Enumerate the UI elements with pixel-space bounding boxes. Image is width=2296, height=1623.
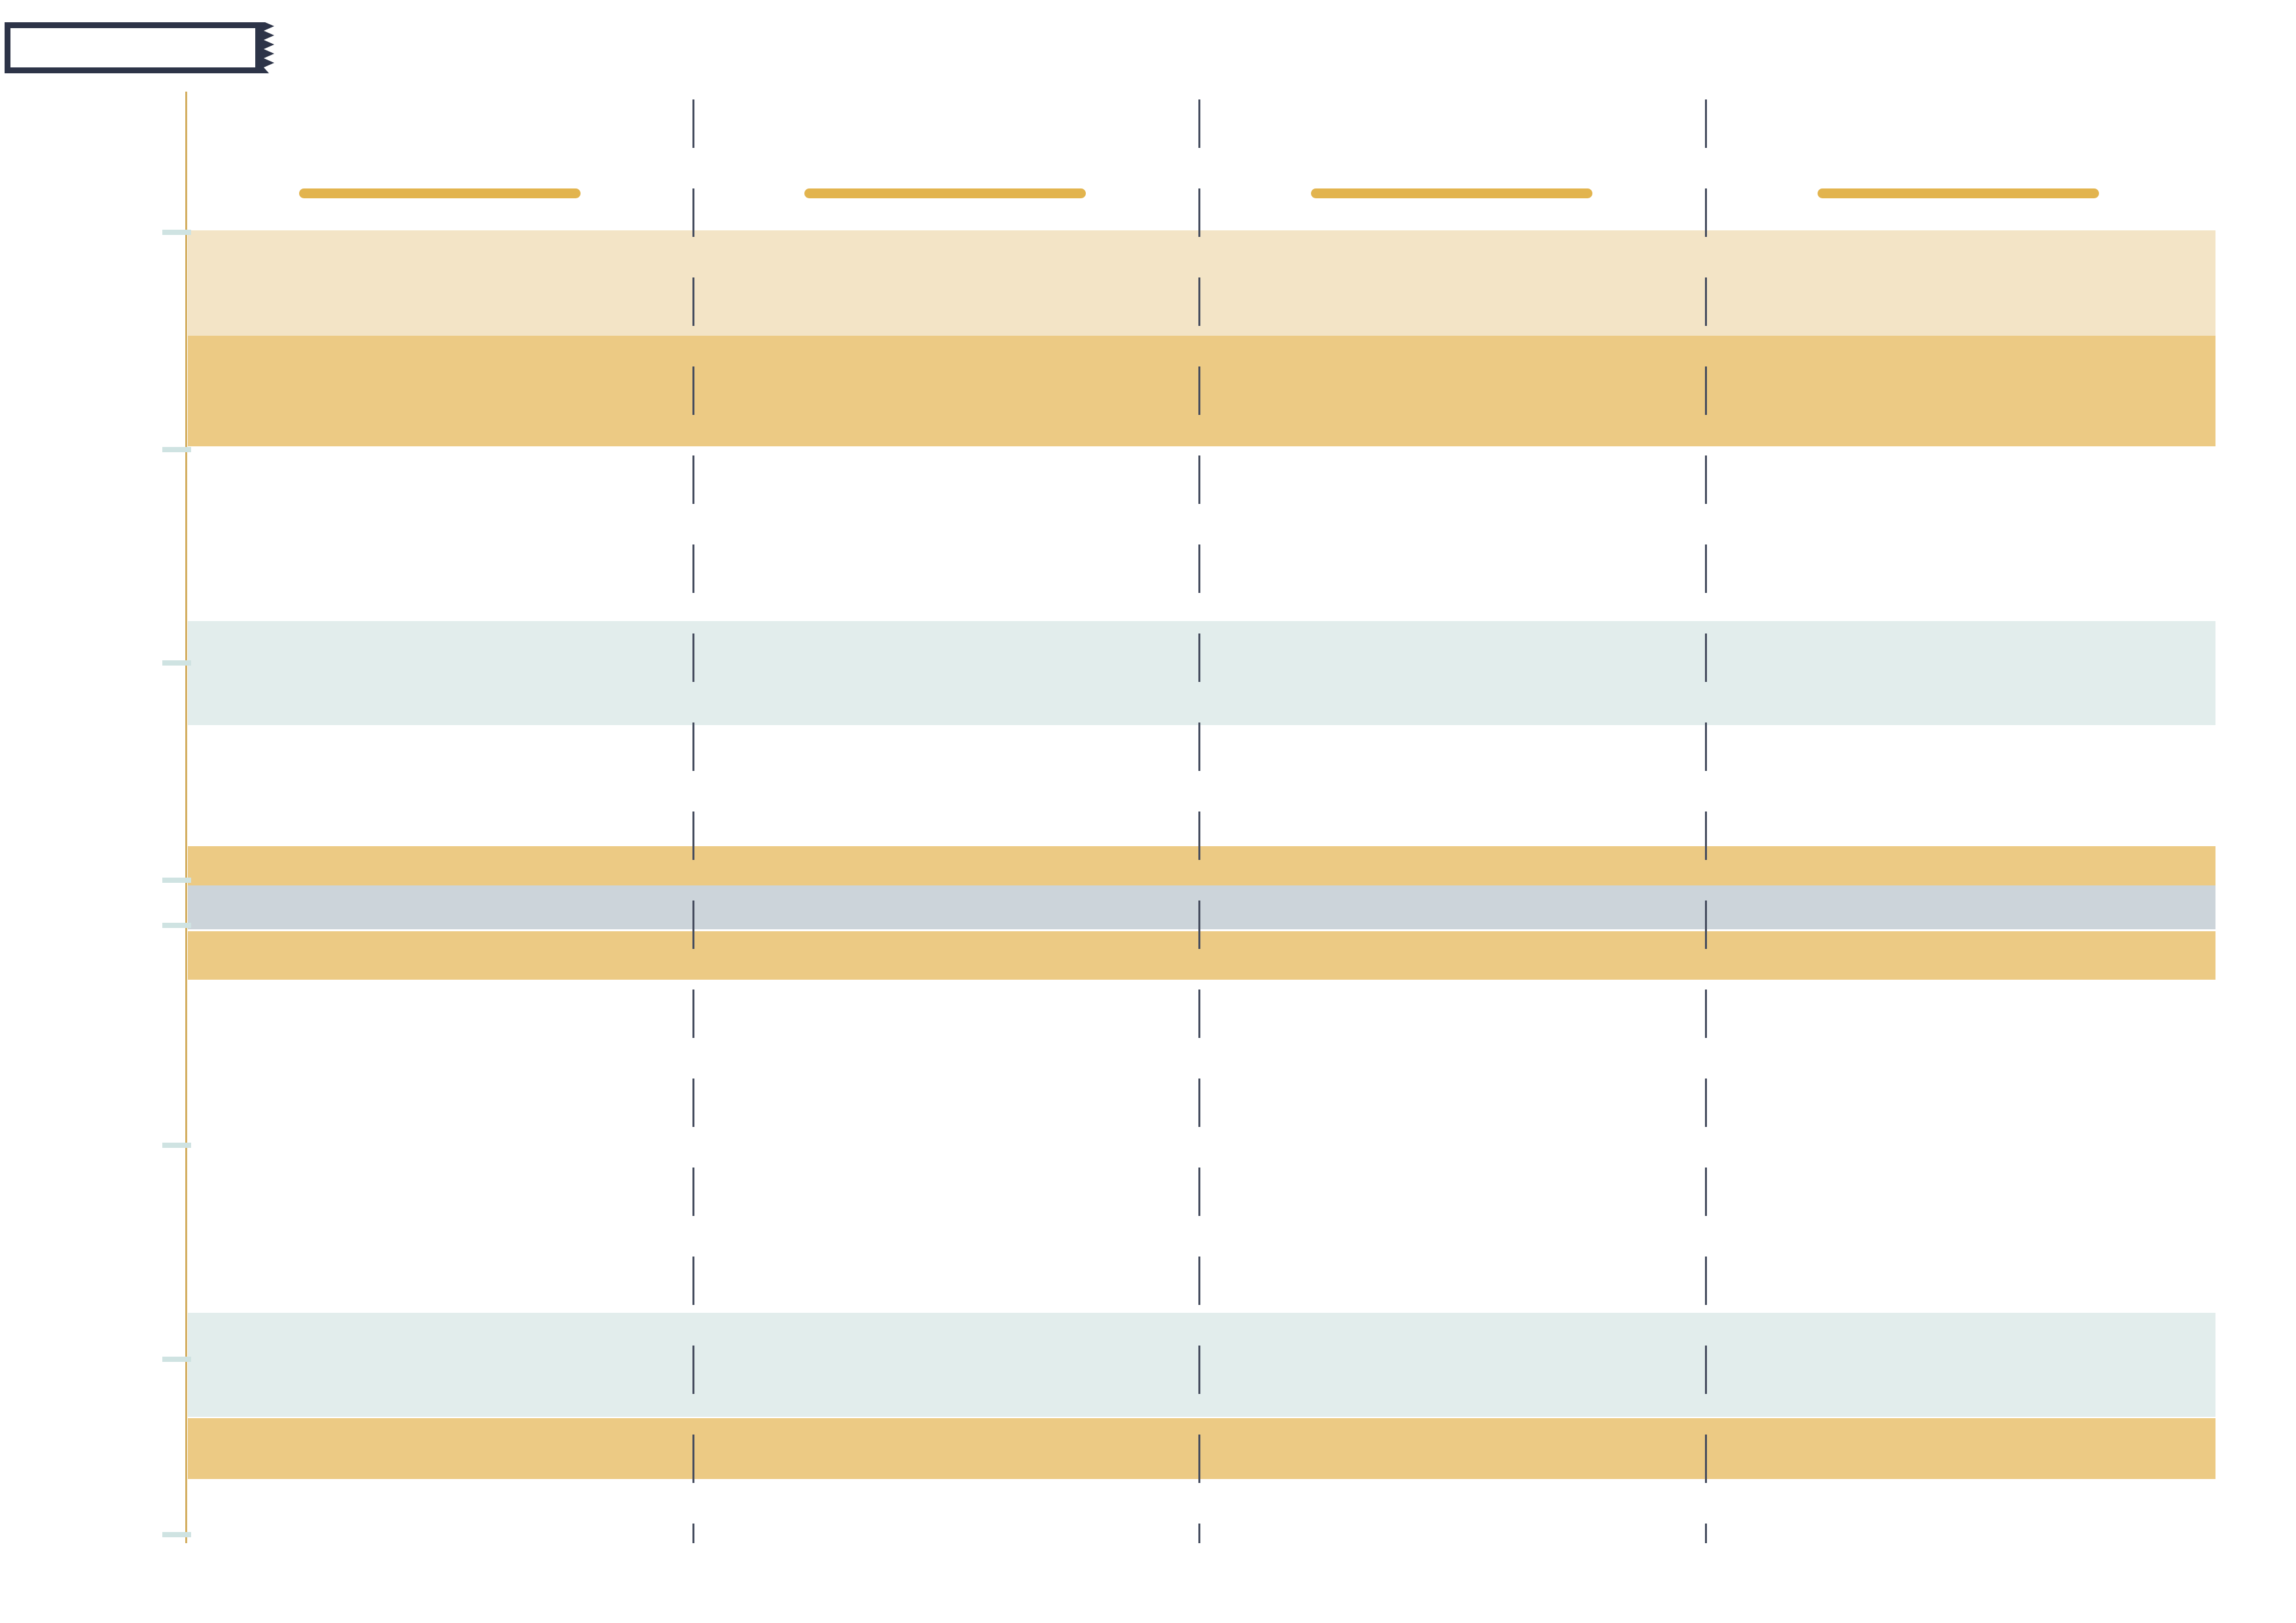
day-header-underline	[299, 188, 581, 198]
day-header-jeudi	[1242, 98, 1661, 190]
schedule-block-pause-dejeuner	[188, 885, 2215, 929]
day-header-underline	[1818, 188, 2099, 198]
schedule-block-accueil	[188, 230, 2215, 336]
day-header-lundi	[230, 98, 649, 190]
triangle-pattern-bottom	[0, 1539, 2296, 1623]
schedule-block-cantine	[188, 846, 2215, 885]
schedule-block-recreation-matin	[188, 621, 2215, 725]
schedule-left-border	[185, 92, 187, 1543]
day-header-underline	[1311, 188, 1592, 198]
time-tick	[162, 1143, 191, 1148]
time-tick	[162, 447, 191, 452]
schedule-block-retour-repas	[188, 931, 2215, 980]
column-separator	[1705, 99, 1707, 1543]
day-header-underline	[804, 188, 1086, 198]
semaine-banner	[5, 22, 274, 73]
semaine-banner-inner	[10, 28, 255, 67]
time-tick	[162, 660, 191, 666]
time-tick	[162, 1532, 191, 1537]
time-tick	[162, 923, 191, 928]
schedule-block-recreation-apresmidi	[188, 1313, 2215, 1417]
day-header-mardi	[736, 98, 1155, 190]
column-separator	[692, 99, 694, 1543]
column-separator	[1198, 99, 1200, 1543]
schedule-block-rituel-matin	[188, 336, 2215, 446]
recreation-subtext	[188, 632, 2215, 642]
triangle-pattern-right	[2217, 90, 2296, 1540]
triangle-pattern-top	[0, 0, 2296, 90]
recreation-title	[188, 1313, 2215, 1323]
triangle-pattern-left	[0, 90, 84, 1540]
time-tick	[162, 230, 191, 235]
schedule-block-bilan-journee	[188, 1418, 2215, 1479]
time-tick	[162, 1357, 191, 1362]
time-tick	[162, 878, 191, 883]
recreation-title	[188, 621, 2215, 632]
day-header-vendredi	[1749, 98, 2168, 190]
recreation-subtext	[188, 1323, 2215, 1334]
